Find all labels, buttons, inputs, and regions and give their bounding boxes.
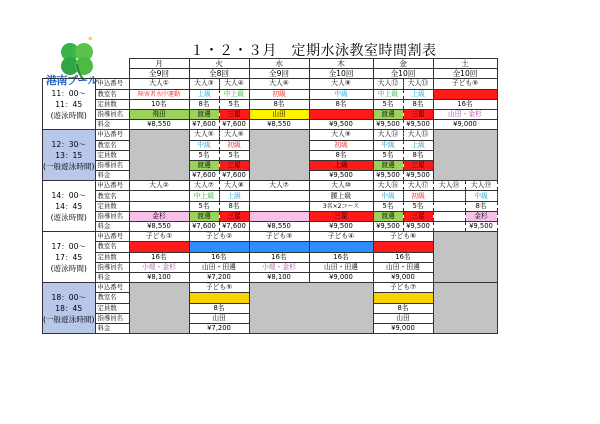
- class-cell: 8名: [189, 99, 219, 109]
- class-cell: 初級: [219, 140, 249, 150]
- class-cell: 渡邊: [189, 160, 219, 170]
- day-total: 全9回: [249, 69, 309, 79]
- row-label: 料金: [95, 120, 129, 130]
- closed-cell: [129, 130, 189, 181]
- class-cell: 上級: [403, 140, 433, 150]
- class-cell: ¥9,500: [403, 222, 433, 232]
- class-cell: ¥8,550: [249, 120, 309, 130]
- class-cell: 中上級: [373, 89, 403, 99]
- class-cell: [373, 242, 433, 252]
- class-cell: 大人⑯: [373, 181, 403, 191]
- class-cell: 三星: [403, 211, 433, 221]
- class-cell: 渡邊: [189, 109, 219, 119]
- class-cell: 5名: [189, 150, 219, 160]
- class-cell: [249, 201, 309, 211]
- row-label: 料金: [95, 171, 129, 181]
- class-cell: 8名: [219, 201, 249, 211]
- class-cell: ¥7,600: [189, 171, 219, 181]
- class-cell: 渡邊: [373, 211, 403, 221]
- row-label: 定員数: [95, 201, 129, 211]
- row-label: 指導員名: [95, 313, 129, 323]
- class-cell: 飛田: [129, 109, 189, 119]
- class-cell: 大人④: [219, 79, 249, 89]
- class-cell: 小堤・金杉: [129, 262, 189, 272]
- class-cell: 16名: [129, 252, 189, 262]
- class-cell: ¥9,500: [373, 171, 403, 181]
- time-slot: 11：00～ 11：45 (遊泳時間): [43, 79, 96, 130]
- day-total: 全10回: [433, 69, 497, 79]
- row-label: 定員数: [95, 303, 129, 313]
- row-label: 指導員名: [95, 160, 129, 170]
- class-cell: 子ども②: [189, 232, 249, 242]
- class-cell: 16名: [309, 252, 373, 262]
- class-cell: 5名: [219, 150, 249, 160]
- class-cell: 大人⑭: [373, 130, 403, 140]
- day-total: 全10回: [309, 69, 373, 79]
- row-label: 教室名: [95, 89, 129, 99]
- class-cell: ¥7,600: [219, 171, 249, 181]
- class-cell: 大人⑫: [373, 79, 403, 89]
- class-cell: 三星: [219, 160, 249, 170]
- day-header: 土: [433, 59, 497, 69]
- class-cell: ¥9,000: [433, 120, 497, 130]
- class-cell: 大人⑧: [219, 181, 249, 191]
- class-cell: 中級: [373, 191, 403, 201]
- class-cell: ¥9,500: [373, 222, 403, 232]
- class-cell: [249, 242, 309, 252]
- class-cell: ¥8,550: [129, 222, 189, 232]
- class-cell: ¥9,500: [403, 120, 433, 130]
- class-cell: 5名: [403, 201, 433, 211]
- class-cell: 山田・田邊: [373, 262, 433, 272]
- class-cell: 渡邊: [373, 109, 403, 119]
- class-cell: 5名: [219, 99, 249, 109]
- row-label: 申込番号: [95, 79, 129, 89]
- class-cell: 三星: [219, 109, 249, 119]
- closed-cell: [433, 283, 497, 334]
- class-cell: [373, 293, 433, 303]
- class-cell: 子ども④: [309, 232, 373, 242]
- class-cell: ¥9,500: [373, 120, 403, 130]
- svg-text:*: *: [88, 36, 93, 46]
- day-header: 月: [129, 59, 189, 69]
- row-label: 申込番号: [95, 181, 129, 191]
- class-cell: 山田: [373, 313, 433, 323]
- closed-cell: [433, 130, 497, 181]
- class-cell: 大人⑧: [309, 79, 373, 89]
- class-cell: 大人⑨: [309, 130, 373, 140]
- class-cell: 子ども⑤: [189, 283, 249, 293]
- class-cell: 3名×2コース: [309, 201, 373, 211]
- class-cell: ¥9,000: [309, 272, 373, 282]
- class-cell: 中級: [309, 89, 373, 99]
- class-cell: ¥7,600: [219, 222, 249, 232]
- day-header: 木: [309, 59, 373, 69]
- class-cell: 大人⑦: [249, 181, 309, 191]
- class-cell: [249, 191, 309, 201]
- day-total: 全10回: [373, 69, 433, 79]
- brand-name: 港南プール: [46, 74, 98, 87]
- class-cell: 大人⑰: [403, 181, 433, 191]
- class-cell: ¥9,500: [309, 120, 373, 130]
- class-cell: 金杉: [465, 211, 497, 221]
- class-cell: 山田・田邊: [309, 262, 373, 272]
- class-cell: 子ども③: [249, 232, 309, 242]
- class-cell: [433, 201, 465, 211]
- class-cell: ¥7,600: [219, 120, 249, 130]
- class-cell: [309, 109, 373, 119]
- class-cell: 10名: [129, 99, 189, 109]
- row-label: 定員数: [95, 150, 129, 160]
- class-cell: 大人⑤: [189, 130, 219, 140]
- closed-cell: [433, 232, 497, 283]
- row-label: 申込番号: [95, 232, 129, 242]
- class-cell: 8名: [403, 150, 433, 160]
- class-cell: ¥7,600: [189, 222, 219, 232]
- class-cell: 上級: [403, 89, 433, 99]
- class-cell: 子ども⑦: [373, 283, 433, 293]
- class-cell: 中上級: [219, 89, 249, 99]
- class-cell: 渡邊: [189, 211, 219, 221]
- class-cell: ¥7,600: [189, 120, 219, 130]
- class-cell: 三星: [403, 109, 433, 119]
- class-cell: 中上級: [189, 191, 219, 201]
- class-cell: 8名: [189, 303, 249, 313]
- timetable: [42, 58, 498, 334]
- class-cell: [189, 293, 249, 303]
- class-cell: 子ども⑥: [373, 232, 433, 242]
- class-cell: 大人⑱: [433, 181, 465, 191]
- class-cell: [129, 191, 189, 201]
- class-cell: 16名: [249, 252, 309, 262]
- class-cell: 大人②: [129, 181, 189, 191]
- class-cell: 大人③: [189, 79, 219, 89]
- day-total: 全8回: [189, 69, 249, 79]
- closed-cell: [129, 283, 189, 334]
- row-label: 料金: [95, 323, 129, 333]
- class-cell: 16名: [373, 252, 433, 262]
- row-label: 料金: [95, 272, 129, 282]
- class-cell: ¥9,500: [309, 171, 373, 181]
- class-cell: ¥8,100: [129, 272, 189, 282]
- class-cell: 8名: [309, 99, 373, 109]
- class-cell: 大人⑬: [403, 79, 433, 89]
- class-cell: 8名: [403, 99, 433, 109]
- class-cell: 5名: [189, 201, 219, 211]
- class-cell: ¥9,500: [403, 171, 433, 181]
- time-slot: 17：00～ 17：45 (遊泳時間): [43, 232, 96, 283]
- class-cell: 子ども①: [129, 232, 189, 242]
- class-cell: ¥8,550: [129, 120, 189, 130]
- row-label: 定員数: [95, 99, 129, 109]
- class-cell: 大人⑥: [249, 79, 309, 89]
- row-label: 指導員名: [95, 109, 129, 119]
- row-label: 定員数: [95, 252, 129, 262]
- class-cell: 山田・田邊: [189, 262, 249, 272]
- class-cell: 初級: [309, 140, 373, 150]
- class-cell: 三星: [403, 160, 433, 170]
- row-label: 教室名: [95, 242, 129, 252]
- day-header: 金: [373, 59, 433, 69]
- class-cell: 大人⑮: [403, 130, 433, 140]
- class-cell: 中級: [189, 140, 219, 150]
- class-cell: ¥9,500: [465, 222, 497, 232]
- time-slot: 14：00～ 14：45 (遊泳時間): [43, 181, 96, 232]
- row-label: 教室名: [95, 140, 129, 150]
- closed-cell: [249, 130, 309, 181]
- class-cell: [129, 201, 189, 211]
- class-cell: 山田・金杉: [433, 109, 497, 119]
- class-cell: 大人⑦: [189, 181, 219, 191]
- class-cell: 大人⑲: [465, 181, 497, 191]
- class-cell: 子ども⑨: [433, 79, 497, 89]
- row-label: 申込番号: [95, 130, 129, 140]
- class-cell: ¥9,000: [373, 272, 433, 282]
- class-cell: 16名: [189, 252, 249, 262]
- class-cell: 障害者水中運動: [129, 89, 189, 99]
- day-total: 全9回: [129, 69, 189, 79]
- class-cell: [433, 191, 465, 201]
- class-cell: [249, 211, 309, 221]
- class-cell: ¥9,500: [309, 222, 373, 232]
- day-header: 水: [249, 59, 309, 69]
- class-cell: 8名: [309, 150, 373, 160]
- class-cell: 三星: [309, 211, 373, 221]
- class-cell: 5名: [373, 201, 403, 211]
- class-cell: ¥8,100: [249, 272, 309, 282]
- page-title: １・２・３月 定期水泳教室時間割表: [190, 43, 437, 59]
- class-cell: [309, 242, 373, 252]
- row-label: 申込番号: [95, 283, 129, 293]
- row-label: 指導員名: [95, 262, 129, 272]
- row-label: 料金: [95, 222, 129, 232]
- class-cell: ¥7,200: [189, 323, 249, 333]
- class-cell: [129, 242, 189, 252]
- header-blank: [43, 59, 130, 79]
- class-cell: 上級: [309, 160, 373, 170]
- class-cell: 山田: [189, 313, 249, 323]
- time-slot: 18：00～ 18：45 (一般遊泳時間): [43, 283, 96, 334]
- row-label: 教室名: [95, 191, 129, 201]
- class-cell: 大人⑥: [219, 130, 249, 140]
- closed-cell: [249, 283, 373, 334]
- class-cell: 腰上級: [309, 191, 373, 201]
- class-cell: 山田: [249, 109, 309, 119]
- class-cell: 上級: [219, 191, 249, 201]
- class-cell: 8名: [249, 99, 309, 109]
- class-cell: ¥8,550: [249, 222, 309, 232]
- class-cell: 8名: [465, 201, 497, 211]
- class-cell: [433, 222, 465, 232]
- class-cell: [189, 242, 249, 252]
- class-cell: 5名: [373, 150, 403, 160]
- row-label: 教室名: [95, 293, 129, 303]
- class-cell: 金杉: [129, 211, 189, 221]
- class-cell: 5名: [373, 99, 403, 109]
- class-cell: 中級: [373, 140, 403, 150]
- class-cell: [433, 211, 465, 221]
- class-cell: [433, 89, 497, 99]
- time-slot: 12：30～ 13：15 (一般遊泳時間): [43, 130, 96, 181]
- class-cell: 初級: [403, 191, 433, 201]
- class-cell: 渡邊: [373, 160, 403, 170]
- class-cell: 16名: [433, 99, 497, 109]
- class-cell: 中級: [465, 191, 497, 201]
- class-cell: 三星: [219, 211, 249, 221]
- class-cell: 上級: [189, 89, 219, 99]
- row-label: 指導員名: [95, 211, 129, 221]
- class-cell: ¥7,200: [189, 272, 249, 282]
- class-cell: ¥9,000: [373, 323, 433, 333]
- class-cell: 初級: [249, 89, 309, 99]
- day-header: 火: [189, 59, 249, 69]
- class-cell: 8名: [373, 303, 433, 313]
- class-cell: 小堤・金杉: [249, 262, 309, 272]
- class-cell: 大人⑩: [309, 181, 373, 191]
- class-cell: 大人①: [129, 79, 189, 89]
